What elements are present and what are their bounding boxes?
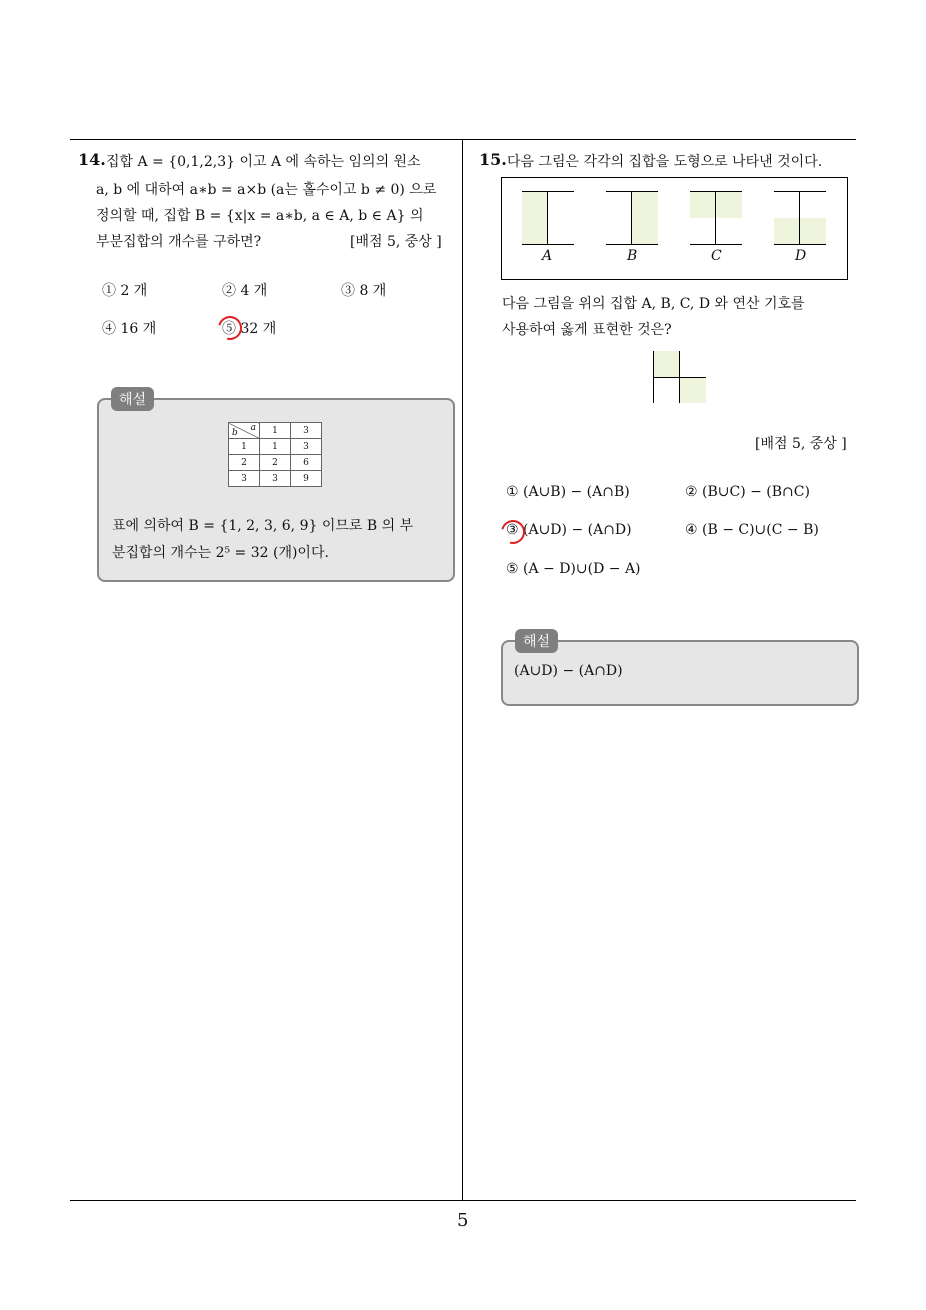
bottom-rule	[70, 1200, 856, 1201]
set-d-figure	[774, 191, 826, 245]
shaded-region	[774, 218, 826, 244]
question-text-line: 정의할 때, 집합 B = {x|x = a∗b, a ∈ A, b ∈ A} 의	[96, 208, 424, 224]
set-a-figure	[522, 191, 574, 245]
figure-label-d: D	[795, 248, 807, 264]
solution-tag: 해설	[515, 629, 558, 653]
solution-text-line: 분집합의 개수는 2⁵ = 32 (개)이다.	[112, 545, 329, 561]
choice-3[interactable]: ③ 8 개	[341, 283, 387, 299]
shaded-region	[653, 351, 679, 377]
choice-4[interactable]: ④ (B − C)∪(C − B)	[685, 522, 819, 538]
table-row	[229, 471, 322, 487]
question-text-line: 집합 A = {0,1,2,3} 이고 A 에 속하는 임의의 원소	[106, 154, 421, 170]
shaded-region	[632, 192, 658, 244]
table-corner	[229, 423, 260, 439]
solution-text-line: 표에 의하여 B = {1, 2, 3, 6, 9} 이므로 B 의 부	[112, 518, 414, 534]
shaded-region	[680, 378, 706, 403]
table-row	[229, 439, 322, 455]
choice-4[interactable]: ④ 16 개	[102, 321, 157, 337]
score-label: [배점 5, 중상 ]	[755, 436, 847, 452]
figure-label-b: B	[627, 248, 638, 264]
choice-5[interactable]: ⑤ 32 개	[222, 321, 277, 337]
score-label: [배점 5, 중상 ]	[350, 234, 442, 250]
table-cell: 1	[260, 439, 291, 455]
table-header: 3	[291, 423, 322, 439]
question-text-line: 사용하여 옳게 표현한 것은?	[502, 322, 672, 338]
solution-text: (A∪D) − (A∩D)	[514, 663, 623, 679]
table-cell: 9	[291, 471, 322, 487]
set-b-figure	[606, 191, 658, 245]
table-header: 1	[260, 423, 291, 439]
table-row	[229, 455, 322, 471]
answer-mark	[214, 312, 247, 345]
set-c-figure	[690, 191, 742, 245]
target-figure	[653, 351, 706, 403]
question-number: 14.	[78, 150, 106, 169]
table-cell: 3	[229, 471, 260, 487]
question-number: 15.	[479, 150, 507, 169]
table-cell: 2	[260, 455, 291, 471]
question-text-line: 다음 그림을 위의 집합 A, B, C, D 와 연산 기호를	[502, 296, 805, 312]
top-rule	[70, 139, 856, 140]
table-cell: 1	[229, 439, 260, 455]
choice-2[interactable]: ② (B∪C) − (B∩C)	[685, 484, 810, 500]
table-cell: 2	[229, 455, 260, 471]
corner-top-label: a	[250, 423, 256, 433]
question-text-line: a, b 에 대하여 a∗b = a×b (a는 홀수이고 b ≠ 0) 으로	[96, 182, 437, 198]
shaded-region	[522, 192, 547, 244]
choice-3[interactable]: ③ (A∪D) − (A∩D)	[506, 522, 632, 538]
choice-5[interactable]: ⑤ (A − D)∪(D − A)	[506, 561, 641, 577]
column-divider	[462, 139, 463, 1200]
operation-table	[228, 422, 322, 487]
figure-label-a: A	[542, 248, 553, 264]
choice-1[interactable]: ① (A∪B) − (A∩B)	[506, 484, 630, 500]
table-cell: 3	[291, 439, 322, 455]
page-number: 5	[457, 1210, 469, 1231]
shaded-region	[690, 192, 742, 218]
question-text-line: 부분집합의 개수를 구하면?	[96, 234, 262, 250]
choice-2[interactable]: ② 4 개	[222, 283, 268, 299]
answer-mark	[497, 516, 530, 549]
choice-1[interactable]: ① 2 개	[102, 283, 148, 299]
table-cell: 6	[291, 455, 322, 471]
question-intro: 다음 그림은 각각의 집합을 도형으로 나타낸 것이다.	[507, 154, 823, 170]
table-cell: 3	[260, 471, 291, 487]
figure-label-c: C	[711, 248, 722, 264]
corner-bottom-label: b	[232, 428, 238, 438]
solution-tag: 해설	[111, 387, 154, 411]
